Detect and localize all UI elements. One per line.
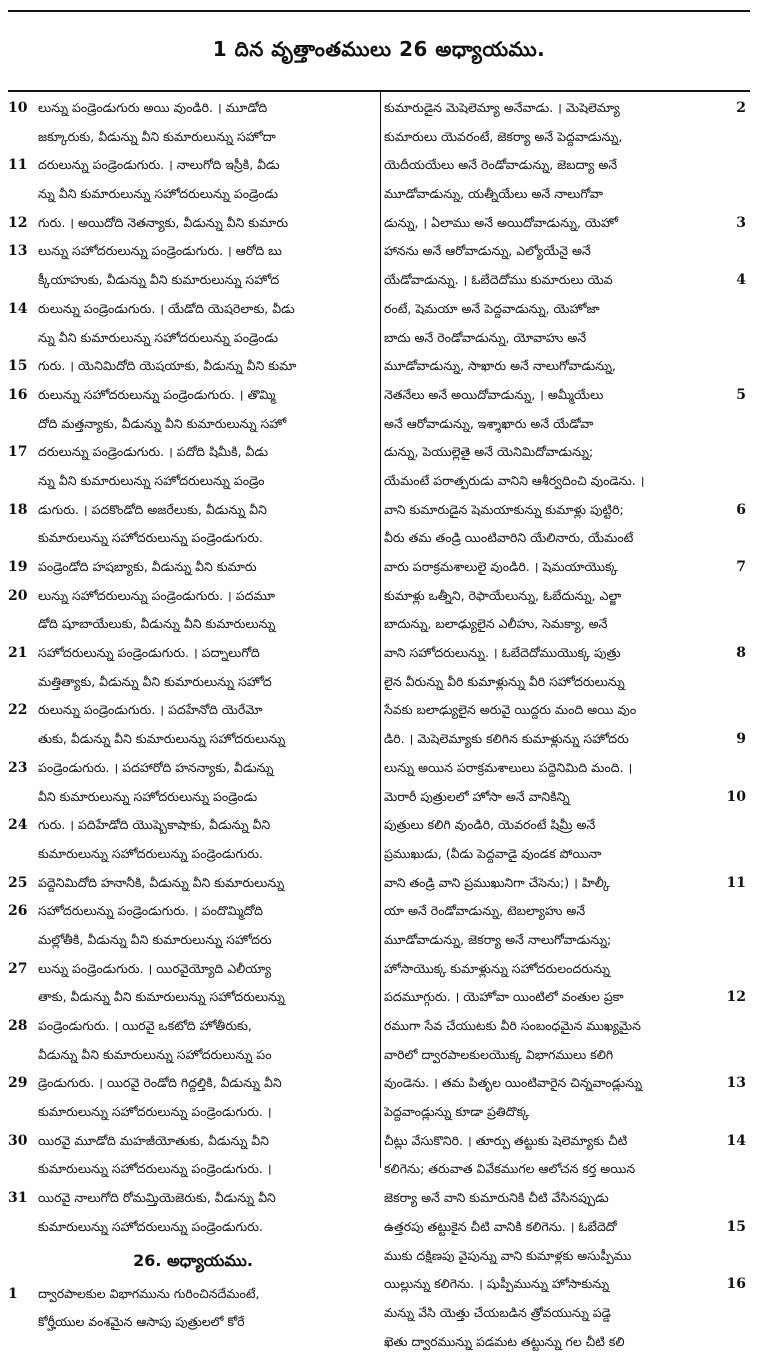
line-text: పెద్దవాండ్లున్ను కూడా ప్రతిదొక్క bbox=[384, 1104, 530, 1120]
line-text: కలిగెను; తరువాత వివేకముగల ఆలోచన కర్త అయిన bbox=[384, 1161, 636, 1177]
line-text: లున్ను సహోదరులున్ను పండ్రెండుగురు. । ఆరోది బు bbox=[38, 243, 282, 259]
text-line bbox=[8, 381, 378, 410]
verse-number: 27 bbox=[8, 960, 28, 977]
text-line bbox=[8, 180, 378, 209]
verse-number: 2 bbox=[736, 100, 746, 116]
text-line bbox=[8, 1155, 378, 1184]
column-divider bbox=[380, 92, 381, 1168]
text-line bbox=[8, 754, 378, 783]
text-line bbox=[384, 983, 750, 1012]
verse-number: 28 bbox=[8, 1018, 28, 1034]
verse-number: 12 bbox=[8, 214, 28, 231]
line-text: దరులున్ను పండ్రెండుగురు. । పదోది షిమీకి, వీడు bbox=[38, 444, 269, 460]
text-line bbox=[384, 1069, 750, 1098]
line-text: మల్లోతీకి, వీడున్ను వీని కుమారులున్ను సహోదరు bbox=[38, 931, 272, 947]
line-text: వీడున్ను వీని కుమారులున్ను సహోదరులున్ను పం bbox=[38, 1046, 272, 1062]
text-line bbox=[8, 524, 378, 553]
line-text: లున్ను పండ్రెండుగురు అయి వుండిరి. । మూడోది bbox=[38, 100, 268, 115]
text-line bbox=[384, 811, 750, 840]
text-line bbox=[384, 725, 750, 754]
text-line bbox=[384, 783, 750, 812]
verse-number: 14 bbox=[8, 300, 28, 317]
text-line bbox=[384, 840, 750, 869]
text-line bbox=[8, 725, 378, 754]
line-text: వాని సహోదరులున్ను. । ఓబేదెదోముయొక్క పుత్రు bbox=[384, 645, 621, 661]
line-text: చీట్లు వేసుకొనిరి. । తూర్పు తట్టుకు షెలెమ్యాకు చీటి bbox=[384, 1132, 628, 1148]
text-line bbox=[384, 151, 750, 180]
text-line bbox=[8, 1012, 378, 1041]
verse-number: 7 bbox=[736, 559, 746, 575]
line-text: డున్ను, పెయుల్లెతై అనే యెనిమిదోవాడున్ను; bbox=[384, 444, 594, 460]
text-line bbox=[8, 324, 378, 353]
line-text: యిరవై మూడోది మహజీయోతుకు, వీడున్ను వీని bbox=[38, 1132, 269, 1148]
line-text: వాని కుమారుడైన షెమయాకున్ను కుమాళ్లు పుట్టిరి; bbox=[384, 501, 624, 517]
chapter-heading: 26. అధ్యాయము. bbox=[133, 1250, 253, 1270]
text-line bbox=[384, 1155, 750, 1184]
line-text: పండ్రెండుగురు. । యిరవై ఒకటోది హోతీరుకు, bbox=[38, 1018, 252, 1033]
line-text: రులున్ను పండ్రెండుగురు. । పదహేనోది యెరేమో bbox=[38, 702, 263, 718]
text-line bbox=[384, 955, 750, 984]
text-line bbox=[384, 295, 750, 324]
line-text: వారు పరాక్రమశాలులై వుండిరి. । షెమయాయొక్క bbox=[384, 559, 618, 574]
line-text: సహోదరులున్ను పండ్రెండుగురు. । పందొమ్మిదోది bbox=[38, 903, 263, 919]
line-text: డుగురు. । పదకొండోది అజరేలుకు, వీడున్ను వీని bbox=[38, 501, 267, 517]
line-text: హోసాయొక్క కుమాళ్లున్ను సహోదరులందరున్ను bbox=[384, 960, 610, 976]
line-text: న్ను వీని కుమారులున్ను సహోదరులున్ను పండ్రెండు bbox=[38, 186, 279, 202]
text-line bbox=[8, 811, 378, 840]
text-line bbox=[384, 438, 750, 467]
verse-number: 15 bbox=[8, 358, 28, 375]
line-text: కుమారులున్ను సహోదరులున్ను పండ్రెండుగురు. bbox=[38, 530, 263, 546]
page-header bbox=[8, 10, 750, 92]
text-line bbox=[8, 266, 378, 295]
line-text: వీని కుమారులున్ను సహోదరులున్ను పండ్రెండు bbox=[38, 788, 258, 804]
text-line bbox=[8, 295, 378, 324]
line-text: కుమారులున్ను సహోదరులున్ను పండ్రెండుగురు. । bbox=[38, 1161, 272, 1177]
text-line bbox=[384, 237, 750, 266]
verse-number: 8 bbox=[736, 645, 746, 662]
line-text: కుమారులున్ను సహోదరులున్ను పండ్రెండుగురు. । bbox=[38, 1104, 272, 1120]
line-text: పద్దెనిమిదోది హనానీకి, వీడున్ను వీని కుమారులున్ను bbox=[38, 874, 285, 890]
text-line bbox=[8, 151, 378, 180]
text-line bbox=[8, 1308, 378, 1337]
verse-number: 14 bbox=[726, 1132, 746, 1149]
verse-number: 31 bbox=[8, 1190, 28, 1207]
line-text: ద్వారపాలకుల విభాగమును గురించినదేమంటే, bbox=[38, 1285, 260, 1301]
text-line bbox=[384, 553, 750, 582]
line-text: దరులున్ను పండ్రెండుగురు. । నాలుగోది ఇస్రీకి, వీడు bbox=[38, 157, 280, 173]
text-line bbox=[384, 696, 750, 725]
verse-number: 6 bbox=[736, 501, 746, 518]
verse-number: 25 bbox=[8, 874, 28, 891]
page-title: 1 దిన వృత్తాంతములు 26 అధ్యాయము. bbox=[212, 36, 546, 61]
line-text: జెకర్యా అనే వాని కుమారునికి చీటి వేసినప్పుడు bbox=[384, 1190, 609, 1206]
line-text: డోది షూబాయేలుకు, వీడున్ను వీని కుమారులున్ను bbox=[38, 616, 276, 632]
text-line bbox=[384, 1328, 750, 1356]
line-text: లైన వీరున్ను వీరి కుమాళ్లున్ను వీరి సహోదరులున్ను bbox=[384, 673, 625, 689]
line-text: వారిలో ద్వారపాలకులయొక్క విభాగములు కలిగి bbox=[384, 1046, 614, 1062]
line-text: యా అనే రెండోవాడున్ను, టెబల్యాహు అనే bbox=[384, 903, 586, 919]
line-text: గురు. । యెనిమిదోది యెషయాకు, వీడున్ను వీని కుమా bbox=[38, 358, 297, 374]
text-line bbox=[384, 668, 750, 697]
line-text: రులున్ను సహోదరులున్ను పండ్రెండుగురు. । తొమ్మి bbox=[38, 386, 276, 402]
line-text: ఖెతు ద్వారమున్ను పడమట తట్టున్ను గల చీటి కలి bbox=[384, 1333, 625, 1349]
line-text: సహోదరులున్ను పండ్రెండుగురు. । పద్నాలుగోది bbox=[38, 645, 260, 661]
verse-number: 13 bbox=[8, 243, 28, 260]
text-line bbox=[8, 897, 378, 926]
text-line bbox=[8, 639, 378, 668]
text-line bbox=[8, 237, 378, 266]
verse-number: 29 bbox=[8, 1075, 28, 1092]
text-line bbox=[8, 209, 378, 238]
verse-number: 18 bbox=[8, 501, 28, 518]
line-text: జక్కూరుకు, వీడున్ను వీని కుమారులున్ను సహోదా bbox=[38, 128, 276, 144]
text-line bbox=[384, 869, 750, 898]
line-text: రముగా సేవ చేయుటకు వీరి సంబంధమైన ముఖ్యమైన bbox=[384, 1018, 641, 1033]
verse-number: 16 bbox=[726, 1276, 746, 1293]
line-text: వాని తండ్రి వాని ప్రముఖునిగా చేసెను;) । హిల్కీ bbox=[384, 874, 610, 890]
text-line bbox=[384, 467, 750, 496]
text-line bbox=[8, 410, 378, 439]
text-line bbox=[8, 869, 378, 898]
line-text: లున్ను అయిన పరాక్రమశాలులు పద్దెనిమిది మంది. । bbox=[384, 759, 633, 775]
text-line bbox=[8, 94, 378, 123]
text-line bbox=[384, 381, 750, 410]
line-text: కుమారులున్ను సహోదరులున్ను పండ్రెండుగురు. bbox=[38, 1218, 263, 1234]
text-line bbox=[384, 1041, 750, 1070]
line-text: కుమాళ్లు ఒత్నీని, రెఫాయేలున్ను, ఓబేదున్ను, ఎల్జా bbox=[384, 587, 622, 603]
text-line bbox=[384, 209, 750, 238]
line-text: మన్ను వేసి యెత్తు చేయబడిన త్రోవయున్ను పడ్డె bbox=[384, 1304, 611, 1320]
text-line bbox=[8, 668, 378, 697]
text-line bbox=[384, 410, 750, 439]
text-line bbox=[384, 754, 750, 783]
text-line bbox=[384, 1098, 750, 1127]
text-line bbox=[384, 524, 750, 553]
text-line bbox=[384, 94, 750, 123]
line-text: ప్రముఖుడు, (వీడు పెద్దవాడై వుండక పోయినా bbox=[384, 845, 602, 861]
line-text: గురు. । పదిహేడోది యొష్బెకాషాకు, వీడున్ను వీని bbox=[38, 817, 271, 833]
line-text: నెతనేలు అనే అయిదోవాడున్ను, । అమ్మీయేలు bbox=[384, 386, 604, 402]
text-line bbox=[384, 582, 750, 611]
verse-number: 26 bbox=[8, 903, 28, 920]
verse-number: 12 bbox=[726, 989, 746, 1006]
text-line bbox=[8, 123, 378, 152]
line-text: బాదు అనే రెండోవాడున్ను, యోవాహు అనే bbox=[384, 329, 587, 345]
verse-number: 4 bbox=[736, 272, 746, 289]
text-line bbox=[8, 1280, 378, 1309]
line-text: డిరి. । మెషెలెమ్యాకు కలిగిన కుమాళ్లున్ను సహోదరు bbox=[384, 731, 629, 747]
verse-number: 1 bbox=[8, 1285, 18, 1302]
text-line bbox=[384, 1012, 750, 1041]
verse-number: 11 bbox=[8, 157, 28, 174]
verse-number: 24 bbox=[8, 817, 28, 834]
text-line bbox=[384, 324, 750, 353]
text-line bbox=[8, 582, 378, 611]
text-line bbox=[8, 1098, 378, 1127]
text-line bbox=[8, 352, 378, 381]
line-text: వుండెను. । తమ పితృల యింటివారైన చిన్నవాండ్లున్ను bbox=[384, 1075, 643, 1091]
line-text: యేమంటే పరాత్పరుడు వానిని ఆశీర్వదించి వుండెను. । bbox=[384, 472, 645, 488]
verse-number: 16 bbox=[8, 386, 28, 403]
text-line bbox=[8, 955, 378, 984]
line-text: పండ్రెండుగురు. । పదహారోది హనన్యాకు, వీడున్ను bbox=[38, 759, 274, 775]
text-line bbox=[384, 1184, 750, 1213]
verse-number: 9 bbox=[736, 731, 746, 748]
verse-number: 17 bbox=[8, 444, 28, 461]
text-line bbox=[384, 352, 750, 381]
line-text: లున్ను సహోదరులున్ను పండ్రెండుగురు. । పదమూ bbox=[38, 587, 276, 603]
text-line bbox=[8, 1069, 378, 1098]
text-line bbox=[8, 983, 378, 1012]
text-line bbox=[8, 1041, 378, 1070]
text-line bbox=[8, 696, 378, 725]
text-line bbox=[384, 496, 750, 525]
text-line bbox=[8, 553, 378, 582]
line-text: న్ను వీని కుమారులున్ను సహోదరులున్ను పండ్రెం bbox=[38, 472, 265, 488]
verse-number: 15 bbox=[726, 1218, 746, 1235]
text-line bbox=[384, 926, 750, 955]
line-text: పుత్రులు కలిగి వుండిరి, యెవరంటే షిమ్రీ అనే bbox=[384, 817, 596, 833]
line-text: యేడోవాడున్ను. । ఓబేదెదోము కుమారులు యెవ bbox=[384, 272, 613, 288]
line-text: ముకు దక్షిణపు వైపున్ను వాని కుమాళ్లకు అసుప్పీము bbox=[384, 1247, 632, 1263]
line-text: సేవకు బలాఢ్యులైన అరువై యిద్దరు మంది అయి వుం bbox=[384, 702, 637, 718]
verse-number: 23 bbox=[8, 759, 28, 776]
text-line bbox=[384, 180, 750, 209]
line-text: మెరారీ పుత్రులలో హోసా అనే వానికిన్ని bbox=[384, 788, 570, 804]
line-text: లున్ను పండ్రెండుగురు. । యిరవైయ్యోది ఎలీయ్యా bbox=[38, 960, 272, 976]
line-text: మూడోవాడున్ను, జెకర్యా అనే నాలుగోవాడున్ను; bbox=[384, 931, 612, 947]
line-text: రులున్ను పండ్రెండుగురు. । యేడోది యెషరెలాకు, వీడు bbox=[38, 300, 295, 316]
line-text: కుమారులున్ను సహోదరులున్ను పండ్రెండుగురు. bbox=[38, 845, 263, 861]
text-line bbox=[384, 639, 750, 668]
text-line bbox=[8, 496, 378, 525]
text-line bbox=[384, 1127, 750, 1156]
text-line bbox=[8, 926, 378, 955]
line-text: మూడోవాడున్ను, యత్నీయేలు అనే నాలుగోవా bbox=[384, 186, 603, 202]
verse-number: 21 bbox=[8, 645, 28, 662]
text-line bbox=[384, 897, 750, 926]
verse-number: 10 bbox=[726, 788, 746, 805]
line-text: గురు. । అయిదోది నెతన్యాకు, వీడున్ను వీని కుమారు bbox=[38, 214, 289, 230]
line-text: డున్ను, । ఏలాము అనే అయిదోవాడున్ను, యెహో bbox=[384, 214, 618, 230]
line-text: క్కీయాహుకు, వీడున్ను వీని కుమారులున్ను సహోద bbox=[38, 272, 280, 288]
text-line bbox=[8, 1127, 378, 1156]
text-line bbox=[8, 1184, 378, 1213]
line-text: రంటే, షెమయా అనే పెద్దవాడున్ను, యెహోజా bbox=[384, 300, 600, 316]
line-text: కుమారులు యెవరంటే, జెకర్యా అనే పెద్దవాడున్ను, bbox=[384, 128, 623, 144]
line-text: బాదున్ను, బలాఢ్యులైన ఎలీహు, సెమక్యా, అనే bbox=[384, 616, 608, 632]
text-line bbox=[384, 1242, 750, 1271]
line-text: తాకు, వీడున్ను వీని కుమారులున్ను సహోదరులున్ను bbox=[38, 989, 285, 1005]
verse-number: 22 bbox=[8, 702, 28, 719]
text-line bbox=[8, 610, 378, 639]
bible-page bbox=[8, 10, 752, 1349]
line-text: పండ్రెండోది హషబ్యాకు, వీడున్ను వీని కుమారు bbox=[38, 559, 257, 574]
line-text: వీరు తమ తండ్రి యింటివారిని యేలినారు, యేమంటే bbox=[384, 530, 634, 546]
line-text: హానను అనే ఆరోవాడున్ను, ఎల్యోయేనై అనే bbox=[384, 243, 591, 259]
text-line bbox=[8, 840, 378, 869]
right-column bbox=[384, 94, 750, 1356]
verse-number: 13 bbox=[726, 1075, 746, 1092]
text-line bbox=[384, 1270, 750, 1299]
line-text: దోది మత్తన్యాకు, వీడున్ను వీని కుమారులున్ను సహో bbox=[38, 415, 287, 431]
line-text: యెదీయయేలు అనే రెండోవాడున్ను, జెబద్యా అనే bbox=[384, 157, 618, 173]
verse-number: 19 bbox=[8, 559, 28, 575]
line-text: అనే ఆరోవాడున్ను, ఇశ్శాఖారు అనే యేడోవా bbox=[384, 415, 594, 431]
line-text: కుమారుడైన మెషెలెమ్యా అనేవాడు. । మెషెలెమ్యా bbox=[384, 100, 620, 115]
text-line bbox=[384, 266, 750, 295]
verse-number: 20 bbox=[8, 587, 28, 604]
text-line bbox=[384, 123, 750, 152]
line-text: యిరవై నాలుగోది రోమమ్తియెజెరుకు, వీడున్ను వీని bbox=[38, 1190, 276, 1206]
text-line bbox=[8, 783, 378, 812]
text-line bbox=[384, 1299, 750, 1328]
text-line bbox=[384, 610, 750, 639]
text-line bbox=[8, 438, 378, 467]
text-line bbox=[8, 467, 378, 496]
line-text: మూడోవాడున్ను, సాఖారు అనే నాలుగోవాడున్ను, bbox=[384, 358, 617, 374]
line-text: ఉత్తరపు తట్టుకైన చీటి వానికి కలిగెను. । ఓబేదెదో bbox=[384, 1218, 617, 1234]
verse-number: 10 bbox=[8, 100, 28, 116]
text-line bbox=[384, 1213, 750, 1242]
verse-number: 30 bbox=[8, 1132, 28, 1149]
line-text: కోర్హీయుల వంశమైన ఆసాపు పుత్రులలో కోరే bbox=[38, 1314, 245, 1330]
line-text: పదమూగ్గురు. । యెహోవా యింటిలో వంతుల ప్రకా bbox=[384, 989, 624, 1005]
verse-number: 5 bbox=[736, 386, 746, 403]
line-text: డ్రెండుగురు. । యిరవై రెండోది గిద్దల్తికి, వీడున్ను వీని bbox=[38, 1075, 282, 1091]
line-text: తుకు, వీడున్ను వీని కుమారులున్ను సహోదరులున్ను bbox=[38, 731, 286, 747]
line-text: మత్తిత్యాకు, వీడున్ను వీని కుమారులున్ను సహోద bbox=[38, 673, 272, 689]
line-text: న్ను వీని కుమారులున్ను సహోదరులున్ను పండ్రెండు bbox=[38, 329, 279, 345]
verse-number: 3 bbox=[736, 214, 746, 231]
line-text: యిల్లున్ను కలిగెను. । షుప్పీమున్ను హోసాకున్ను bbox=[384, 1276, 610, 1292]
left-column bbox=[8, 94, 378, 1337]
text-line bbox=[8, 1213, 378, 1242]
verse-number: 11 bbox=[726, 874, 746, 891]
